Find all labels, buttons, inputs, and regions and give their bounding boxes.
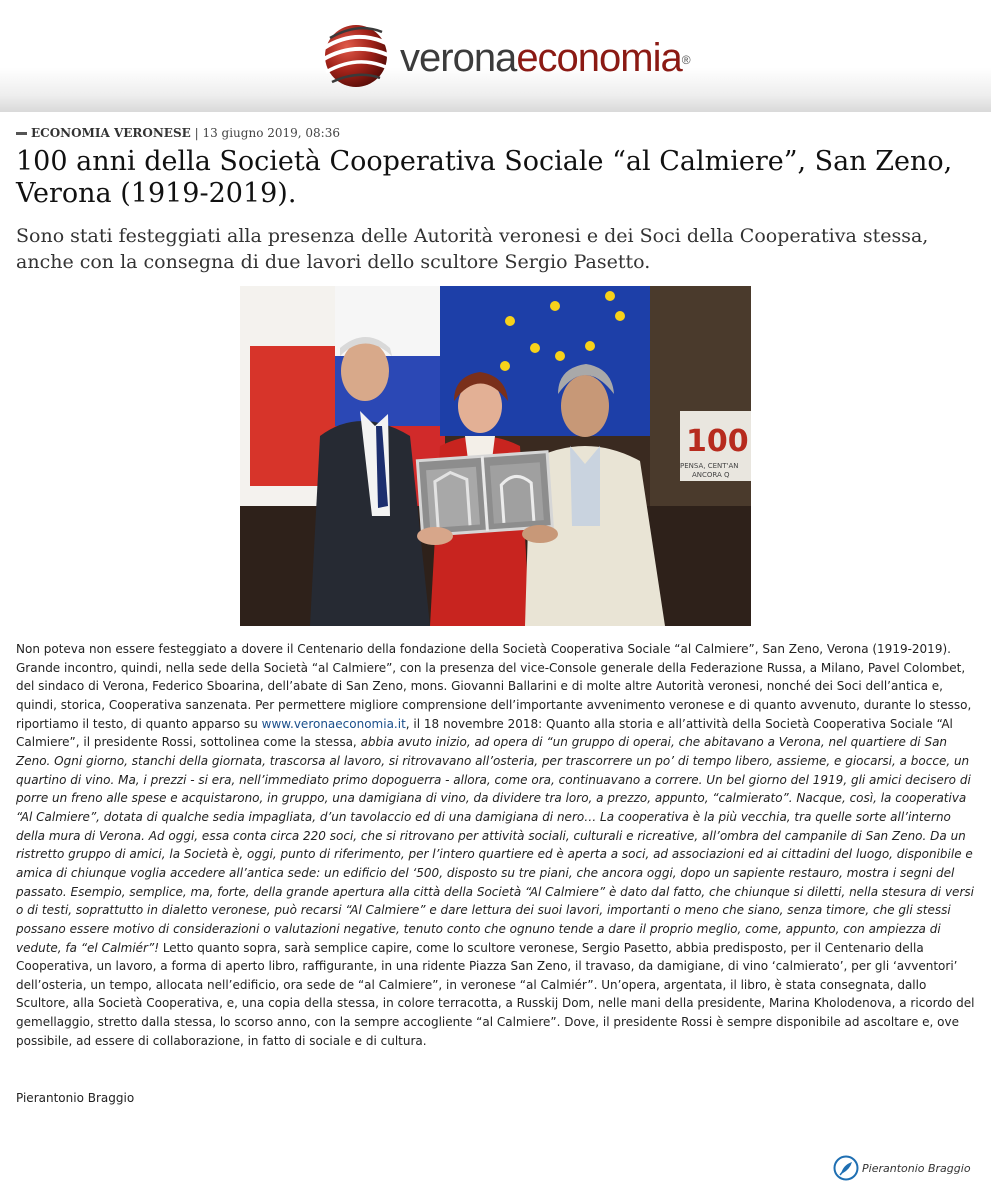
site-link[interactable]: www.veronaeconomia.it: [261, 716, 406, 731]
banner-line2: ANCORA Q: [692, 471, 730, 479]
author-badge-name: Pierantonio Braggio: [862, 1161, 971, 1175]
article-title: 100 anni della Società Cooperativa Sociale “al Calmiere”, San Zeno, Verona (1919-2019).: [16, 146, 953, 209]
banner-line1: PENSA, CENT'AN: [680, 462, 739, 470]
globe-logo-icon: [318, 18, 394, 94]
article-meta: ECONOMIA VERONESE | 13 giugno 2019, 08:36: [16, 126, 340, 140]
site-logo-text: veronaeconomia®: [400, 36, 690, 80]
article-author: Pierantonio Braggio: [16, 1091, 135, 1105]
feather-pen-icon: [833, 1155, 859, 1181]
article-subtitle: Sono stati festeggiati alla presenza delle Autorità veronesi e dei Soci della Cooperativa stessa, anche con la consegna di due lavori dello scultore Sergio Pasetto.: [16, 225, 929, 273]
quoted-history: abbia avuto inizio, ad opera di “un gruppo di operai, che abitavano a Verona, nel quartiere di San Zeno. Ogni giorno, stanchi della giornata, trascorsa al lavoro, si ritrovavano all’osteria, per trascorrere un po’ di tempo libero, assieme, e giocarsi, a bocce, un quartino di vino. Ma, i prezzi - si era, nell’immediato primo dopoguerra - allora, come ora, continuavano a correre. Un bel giorno del 1919, gli amici decisero di porre un freno alle spese e acquistarono, in gruppo, una damigiana di vino, da dividere tra loro, a prezzo, appunto, “calmierato”. Nacque, così, la cooperativa “Al Calmiere”, dotata di qualche sedia impagliata, d’un tavolaccio ed di una damigiana di nero… La cooperativa è la più vecchia, tra quelle sorte all’interno della mura di Verona. Ad oggi, essa conta circa 220 soci, che si ritrovano per attività sociali, culturali e ricreative, all’ombra del campanile di San Zeno. Da un ristretto gruppo di amici, la Società è, oggi, punto di riferimento, per l’intero quartiere ed è aperta a soci, ad associazioni ed ai cittadini del luogo, disponibile e amica di chiunque voglia accedere all’antica sede: un edificio del ‘500, disposto su tre piani, che ancora oggi, dopo un sapiente restauro, mostra i segni del passato. Esempio, semplice, ma, forte, della grande apertura alla città della Società “Al Calmiere” è dato dal fatto, che chiunque si diletti, nella stesura di versi o di testi, soprattutto in dialetto veronese, può recarsi “Al Calmiere” e dare lettura dei suoi lavori, importanti o meno che siano, senza timore, che gli stessi possano essere motivo di considerazioni o valutazioni negative, tenuto conto che ognuno tende a dare il proprio meglio, come, appunto, con ampiezza di vedute, fa “el Calmiér”!: [16, 735, 974, 955]
article-photo: [240, 286, 751, 626]
author-badge[interactable]: [833, 1155, 971, 1181]
site-logo[interactable]: [318, 16, 690, 96]
article-date: 13 giugno 2019, 08:36: [202, 126, 340, 140]
article-body: Non poteva non essere festeggiato a dovere il Centenario della fondazione della Società Cooperativa Sociale “al Calmiere”, San Zeno, Verona (1919-2019). Grande incontro, quindi, nella sede della Società “al Calmiere”, con la presenza del vice-Console generale della Federazione Russa, a Milano, Pavel Colombet, del sindaco di Verona, Federico Sboarina, dell’abate di San Zeno, mons. Giovanni Ballarini e di molte altre Autorità veronesi, nonché dei Soci dell’antica e, quindi, storica, Cooperativa sanzenata. Per permettere migliore comprensione dell’importante avvenimento veronese e di quanto avvenuto, durante lo stesso, riportiamo il testo, di quanto apparso su www.veronaeconomia.it, il 18 novembre 2018: Quanto alla storia e all’attività della Società Cooperativa Sociale “Al Calmiere”, il presidente Rossi, sottolinea come la stessa, abbia avuto inizio, ad opera di “un gruppo di operai, che abitavano a Verona, nel quartiere di San Zeno. Ogni giorno, stanchi della giornata, trascorsa al lavoro, si ritrovavano all’osteria, per trascorrere un po’ di tempo libero, assieme, e giocarsi, a bocce, un quartino di vino. Ma, i prezzi - si era, nell’immediato primo dopoguerra - allora, come ora, continuavano a correre. Un bel giorno del 1919, gli amici decisero di porre un freno alle spese e acquistarono, in gruppo, una damigiana di vino, da dividere tra loro, a prezzo, appunto, “calmierato”. Nacque, così, la cooperativa “Al Calmiere”, dotata di qualche sedia impagliata, d’un tavolaccio ed di una damigiana di nero… La cooperativa è la più vecchia, tra quelle sorte all’interno della mura di Verona. Ad oggi, essa conta circa 220 soci, che si ritrovano per attività sociali, culturali e ricreative, all’ombra del campanile di San Zeno. Da un ristretto gruppo di amici, la Società è, oggi, punto di riferimento, per l’intero quartiere ed è aperta a soci, ad associazioni ed ai cittadini del luogo, disponibile e amica di chiunque voglia accedere all’antica sede: un edificio del ‘500, disposto su tre piani, che ancora oggi, dopo un sapiente restauro, mostra i segni del passato. Esempio, semplice, ma, forte, della grande apertura alla città della Società “Al Calmiere” è dato dal fatto, che chiunque si diletti, nella stesura di versi o di testi, soprattutto in dialetto veronese, può recarsi “Al Calmiere” e dare lettura dei suoi lavori, importanti o meno che siano, senza timore, che gli stessi possano essere motivo di considerazioni o valutazioni negative, tenuto conto che ognuno tende a dare il proprio meglio, come, appunto, con ampiezza di vedute, fa “el Calmiér”! Letto quanto sopra, sarà semplice capire, come lo scultore veronese, Sergio Pasetto, abbia predisposto, per il Centenario della Cooperativa, un lavoro, a forma di aperto libro, raffigurante, in una ridente Piazza San Zeno, il travaso, da damigiane, di vino ‘calmierato’, per gli ‘avventori’ dell’osteria, un tempo, allocata nell’edificio, ora sede de “al Calmiere”, in veronese “al Calmiér”. Un’opera, argentata, il libro, è stata consegnata, dallo Scultore, alla Società Cooperativa, e, una copia della stessa, in colore terracotta, a Russkij Dom, nelle mani della presidente, Marina Kholodenova, a ricordo del gemellaggio, stretto dalla stessa, lo scorso anno, con la sempre accogliente “al Calmiere”. Dove, il presidente Rossi è sempre disponibile ad ascoltare e, ove possibile, ad essere di collaborazione, in fatto di sociale e di cultura.: [16, 642, 975, 1048]
site-header: [0, 0, 991, 112]
category-label[interactable]: ECONOMIA VERONESE: [31, 126, 191, 140]
banner-number: 100: [686, 424, 749, 459]
category-dash-icon: [16, 132, 27, 135]
